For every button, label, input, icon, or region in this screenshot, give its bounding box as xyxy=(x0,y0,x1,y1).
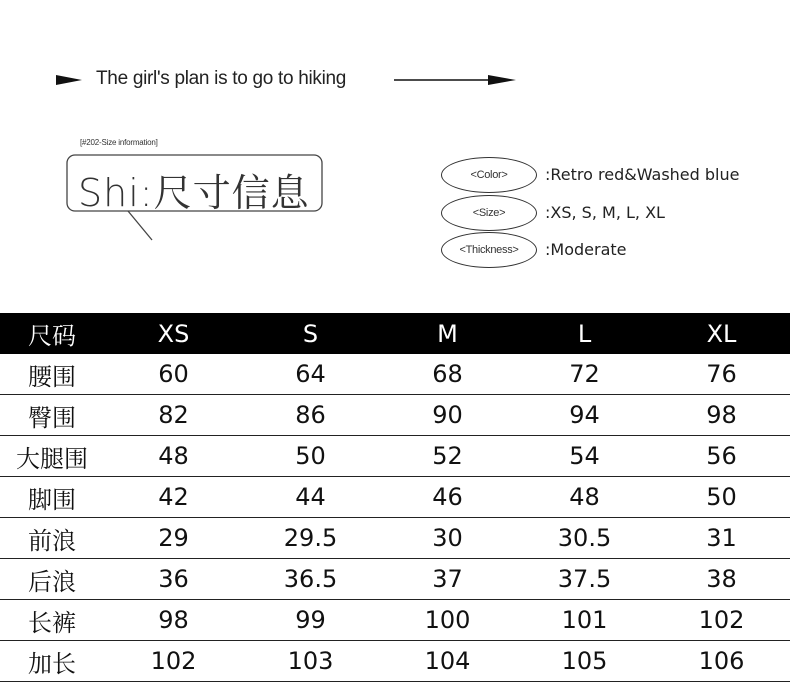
table-cell: 36 xyxy=(105,559,242,600)
table-cell: 30 xyxy=(379,518,516,559)
table-cell: 29 xyxy=(105,518,242,559)
table-cell: 101 xyxy=(516,600,653,641)
table-cell: 98 xyxy=(105,600,242,641)
size-info-title xyxy=(78,162,310,217)
table-cell: 48 xyxy=(516,477,653,518)
right-arrow-icon xyxy=(394,73,516,87)
row-label: 前浪 xyxy=(0,518,105,559)
table-cell: 98 xyxy=(653,395,790,436)
row-label: 长裤 xyxy=(0,600,105,641)
table-cell: 31 xyxy=(653,518,790,559)
spec-size xyxy=(441,195,781,231)
spec-thickness-label: <Thickness> xyxy=(441,232,537,268)
row-label: 臀围 xyxy=(0,395,105,436)
size-info-small-label: [#202-Size information] xyxy=(80,138,158,147)
header-m: M xyxy=(379,313,516,354)
header-xs: XS xyxy=(105,313,242,354)
table-cell: 50 xyxy=(653,477,790,518)
table-row xyxy=(0,354,790,395)
banner-text: The girl's plan is to go to hiking xyxy=(96,68,347,89)
table-cell: 44 xyxy=(242,477,379,518)
table-cell: 106 xyxy=(653,641,790,682)
table-cell: 68 xyxy=(379,354,516,395)
table-row xyxy=(0,641,790,682)
spec-color-value: :Retro red&Washed blue xyxy=(545,165,740,184)
table-cell: 37 xyxy=(379,559,516,600)
table-cell: 94 xyxy=(516,395,653,436)
table-row xyxy=(0,600,790,641)
row-label: 腰围 xyxy=(0,354,105,395)
spec-thickness-value: :Moderate xyxy=(545,240,627,259)
table-cell: 76 xyxy=(653,354,790,395)
table-cell: 64 xyxy=(242,354,379,395)
table-cell: 72 xyxy=(516,354,653,395)
row-label: 大腿围 xyxy=(0,436,105,477)
table-row xyxy=(0,436,790,477)
table-cell: 54 xyxy=(516,436,653,477)
table-cell: 37.5 xyxy=(516,559,653,600)
table-cell: 48 xyxy=(105,436,242,477)
table-cell: 86 xyxy=(242,395,379,436)
bubble-prefix: Shi: xyxy=(78,171,154,215)
table-cell: 50 xyxy=(242,436,379,477)
spec-size-label: <Size> xyxy=(441,195,537,231)
table-cell: 102 xyxy=(653,600,790,641)
table-cell: 104 xyxy=(379,641,516,682)
table-cell: 36.5 xyxy=(242,559,379,600)
table-cell: 102 xyxy=(105,641,242,682)
table-cell: 46 xyxy=(379,477,516,518)
table-cell: 105 xyxy=(516,641,653,682)
row-label: 脚围 xyxy=(0,477,105,518)
size-table xyxy=(0,313,790,682)
table-cell: 90 xyxy=(379,395,516,436)
hiking-banner xyxy=(56,66,526,94)
spec-size-value: :XS, S, M, L, XL xyxy=(545,203,665,222)
table-cell: 30.5 xyxy=(516,518,653,559)
row-label: 加长 xyxy=(0,641,105,682)
spec-thickness xyxy=(441,232,781,268)
table-header-row xyxy=(0,313,790,354)
table-row xyxy=(0,477,790,518)
bubble-title: 尺寸信息 xyxy=(153,171,310,215)
header-xl: XL xyxy=(653,313,790,354)
table-row xyxy=(0,518,790,559)
table-cell: 100 xyxy=(379,600,516,641)
table-cell: 103 xyxy=(242,641,379,682)
header-s: S xyxy=(242,313,379,354)
size-info-speech-bubble xyxy=(66,154,328,246)
row-label: 后浪 xyxy=(0,559,105,600)
table-cell: 29.5 xyxy=(242,518,379,559)
header-size: 尺码 xyxy=(0,313,105,354)
table-cell: 99 xyxy=(242,600,379,641)
table-cell: 52 xyxy=(379,436,516,477)
table-row xyxy=(0,395,790,436)
table-cell: 82 xyxy=(105,395,242,436)
spec-color xyxy=(441,157,781,193)
header-l: L xyxy=(516,313,653,354)
table-cell: 42 xyxy=(105,477,242,518)
table-cell: 60 xyxy=(105,354,242,395)
table-row xyxy=(0,559,790,600)
left-arrow-icon xyxy=(56,73,86,87)
spec-color-label: <Color> xyxy=(441,157,537,193)
table-cell: 56 xyxy=(653,436,790,477)
table-cell: 38 xyxy=(653,559,790,600)
